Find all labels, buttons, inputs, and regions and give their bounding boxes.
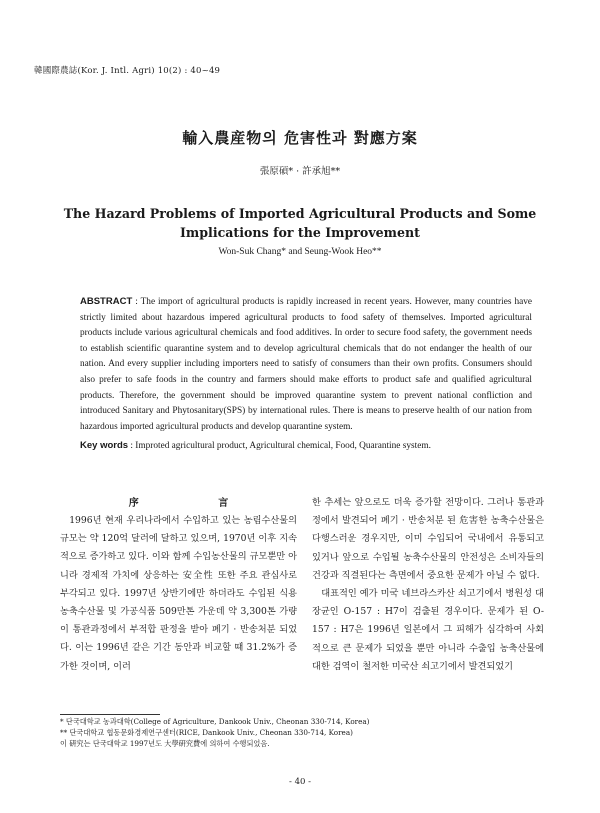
- english-authors: Won-Suk Chang* and Seung-Wook Heo**: [218, 247, 382, 257]
- right-paragraph-2: 대표적인 예가 미국 네브라스카산 쇠고기에서 병원성 대장균인 O-157 : H7이 검출된 경우이다. 문제가 된 O-157 : H7은 1996년 일본에서 그 피해가 심각하여 사회적으로 큰 문제가 되었을 뿐만 아니라 수출입 농축산물에 대한 검역이 철저한 미국산 쇠고기에서 발견되었기: [312, 588, 544, 672]
- keywords-label: Key words: [80, 440, 129, 451]
- keywords-text: : Improted agricultural product, Agricultural chemical, Food, Quarantine system.: [130, 441, 431, 451]
- footnote-2: ** 단국대학교 협동문화경제연구센터(RICE, Dankook Univ., Cheonan 330-714, Korea): [60, 728, 353, 737]
- footnote-1: * 단국대학교 농과대학(College of Agriculture, Dankook Univ., Cheonan 330-714, Korea): [60, 717, 370, 726]
- korean-authors: 張原碩* · 許承旭**: [259, 166, 341, 177]
- abstract-label: ABSTRACT: [80, 296, 133, 307]
- right-paragraph-1: 한 추세는 앞으로도 더욱 증가할 전망이다. 그러나 통관과정에서 발견되어 폐기 · 반송처분 된 危害한 농축수산물은 다행스러운 경우지만, 이미 수입되어 국내에서 유통되고 있거나 앞으로 수입될 농축수산물의 안전성은 소비자들의 건강과 직결된다는 측면에서 중요한 문제가 아닐 수 없다.: [312, 497, 544, 581]
- keywords: [80, 440, 532, 451]
- section-heading: 序 言: [128, 498, 267, 509]
- korean-title: 輸入農産物의 危害性과 對應方案: [182, 129, 418, 147]
- abstract-text: : The import of agricultural products is rapidly increased in recent years. However, many countries have strictly limited about hazardous impered agricultural products to food safety of themselves. Imported agricultural products include various agricultural chemicals and food additives. In order to secure food safety, the government needs to establish scientific quarantine system and to develop agricultural chemicals that do not endanger the health of our nation. And every supplier including importers need to satisfy of consumers than their own profits. Consumers should also prefer to safe foods in the country and farmers should make efforts to product safe and qualified agricultural products. Therefore, the government should be improved quarantine system to prevent national confliction and introduced Sanitary and Phytosanitary(SPS) by international rules. There is means to preserve health of our nation from hazardous imported agricultural products and develop quarantine system.: [80, 297, 532, 432]
- footnotes: [60, 716, 369, 749]
- left-paragraph-1: 1996년 현재 우리나라에서 수입하고 있는 농림수산물의 규모는 약 120억 달러에 달하고 있으며, 1970년 이후 지속적으로 증가하고 있다. 이와 함께 수입농산물의 규모뿐만 아니라 경제적 가치에 상응하는 安全性 또한 주요 관심사로 부각되고 있다. 1997년 상반기에만 하더라도 수입된 식용 농축수산물 및 가공식품 509만톤 가운데 약 3,300톤 가량이 통관과정에서 부적합 판정을 받아 폐기 · 반송처분 되었다. 이는 1996년 같은 기간 동안과 비교할 때 31.2%가 증가한 것이며, 이러: [60, 515, 297, 672]
- footnote-3: 이 硏究는 단국대학교 1997년도 大學硏究費에 의하여 수행되었음.: [60, 739, 270, 748]
- page-number: - 40 -: [289, 777, 311, 787]
- left-column: [60, 512, 297, 676]
- right-column: [312, 494, 544, 676]
- english-title: The Hazard Problems of Imported Agricultural Products and Some Implications for the Improvement: [63, 206, 537, 240]
- running-head: 韓國際農誌(Kor. J. Intl. Agri) 10(2) : 40~49: [34, 66, 221, 76]
- footnote-divider: [60, 714, 160, 715]
- abstract: [80, 294, 532, 435]
